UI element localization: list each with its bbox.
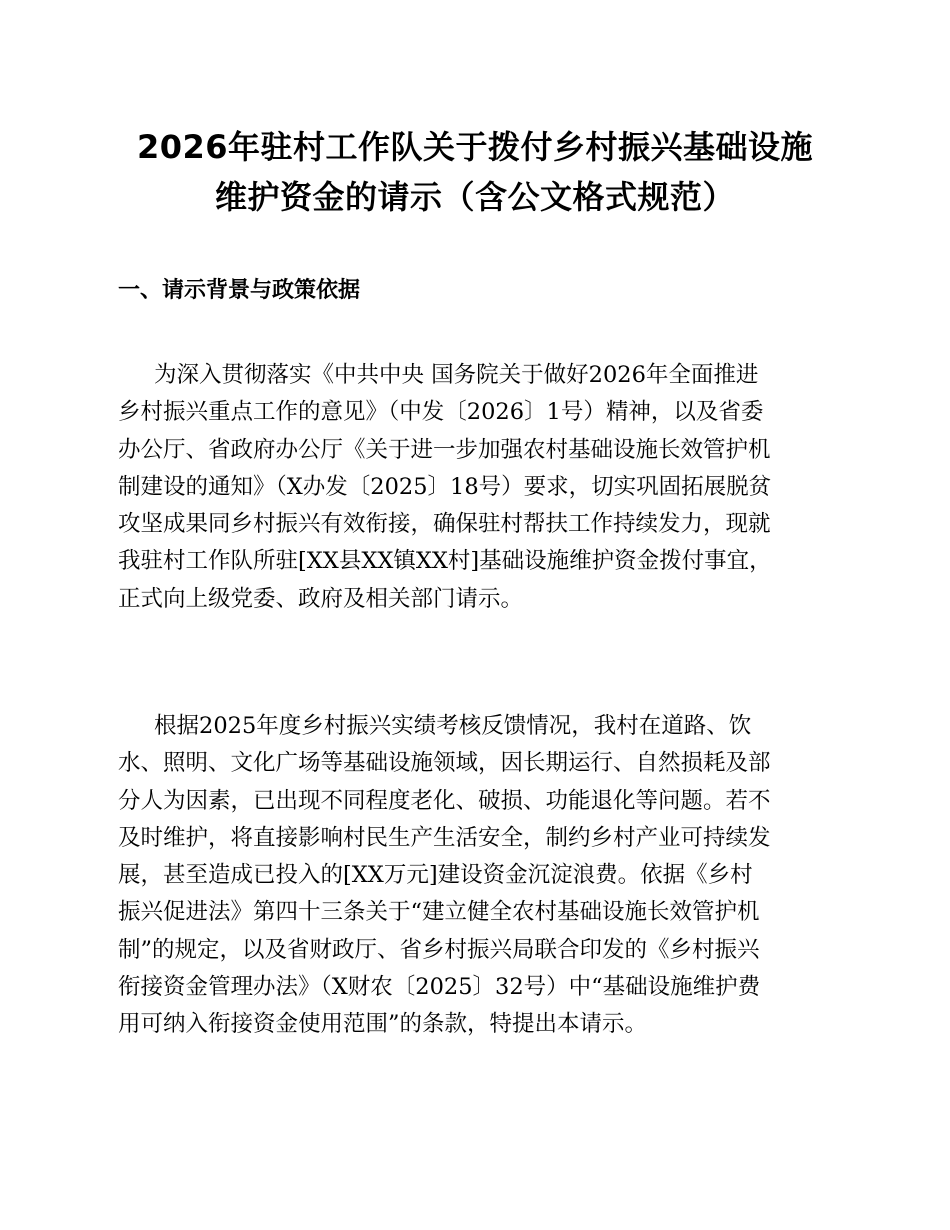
paragraph-1-line: 攻坚成果同乡村振兴有效衔接，确保驻村帮扶工作持续发力，现就: [118, 511, 771, 538]
paragraph-1-line: 正式向上级党委、政府及相关部门请示。: [118, 585, 524, 612]
paragraph-2-line: 根据2025年度乡村振兴实绩考核反馈情况，我村在道路、饮: [154, 713, 752, 739]
paragraph-2-line: 振兴促进法》第四十三条关于“建立健全农村基础设施长效管护机: [118, 899, 760, 926]
paragraph-1: [118, 357, 838, 618]
paragraph-2: [118, 708, 838, 1044]
paragraph-2-line: 展，甚至造成已投入的[XX万元]建设资金沉淀浪费。依据《乡村: [118, 862, 753, 889]
title-line-2: 维护资金的请示（含公文格式规范）: [214, 178, 735, 216]
paragraph-2-line: 制”的规定，以及省财政厅、省乡村振兴局联合印发的《乡村振兴: [118, 936, 760, 963]
title-line-1: 2026年驻村工作队关于拨付乡村振兴基础设施: [136, 128, 814, 166]
paragraph-1-line: 制建设的通知》（X办发〔2025〕18号）要求，切实巩固拓展脱贫: [118, 473, 772, 500]
document-title: [100, 122, 850, 222]
paragraph-1-line: 为深入贯彻落实《中共中央 国务院关于做好2026年全面推进: [154, 362, 759, 388]
paragraph-1-line: 乡村振兴重点工作的意见》（中发〔2026〕1号）精神，以及省委: [118, 399, 764, 426]
paragraph-2-line: 水、照明、文化广场等基础设施领域，因长期运行、自然损耗及部: [118, 750, 771, 777]
paragraph-1-line: 我驻村工作队所驻[XX县XX镇XX村]基础设施维护资金拨付事宜，: [118, 548, 772, 575]
paragraph-1-line: 办公厅、省政府办公厅《关于进一步加强农村基础设施长效管护机: [118, 436, 771, 463]
paragraph-2-line: 衔接资金管理办法》（X财农〔2025〕32号）中“基础设施维护费: [118, 974, 761, 1001]
section-heading: 一、请示背景与政策依据: [118, 278, 361, 303]
paragraph-2-line: 用可纳入衔接资金使用范围”的条款，特提出本请示。: [118, 1011, 648, 1038]
paragraph-2-line: 及时维护，将直接影响村民生产生活安全，制约乡村产业可持续发: [118, 824, 771, 851]
paragraph-2-line: 分人为因素，已出现不同程度老化、破损、功能退化等问题。若不: [118, 787, 771, 814]
